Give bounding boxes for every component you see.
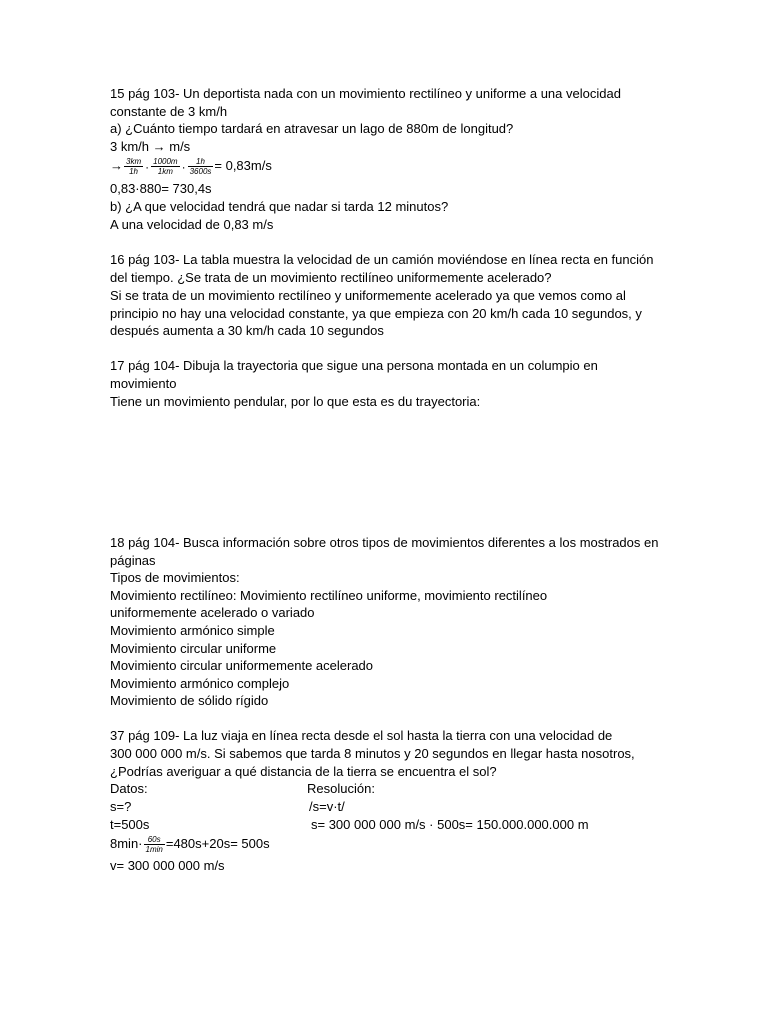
fraction-numerator: 3km (126, 157, 142, 167)
q37-resolucion-label: Resolución: (307, 781, 375, 796)
fraction-denominator: 1km (157, 167, 173, 177)
list-item: Movimiento de sólido rígido (110, 693, 269, 708)
q15-fraction-calc: → $\frac{3km}{1h}$ · $\frac{1000m}{1km}$ · $\frac{1h}{3600s}$ = 0,83m/s (110, 157, 272, 177)
q37-line1: 37 pág 109- La luz viaja en línea recta desde el sol hasta la tierra con una velocidad de (110, 728, 613, 743)
q15-title-line1: 15 pág 103- Un deportista nada con un movimiento rectilíneo y uniforme a una velocidad (110, 86, 621, 101)
q18-line1: 18 pág 104- Busca información sobre otros tipos de movimientos diferentes a los mostrados en (110, 535, 659, 550)
minutes-suffix: =480s+20s= 500s (165, 836, 270, 851)
q37-s-unknown: s=? (110, 799, 132, 814)
list-item: Movimiento circular uniformemente acelerado (110, 658, 374, 673)
q16-line5: después aumenta a 30 km/h cada 10 segundos (110, 323, 384, 338)
q16-line2: del tiempo. ¿Se trata de un movimiento rectilíneo uniformemente acelerado? (110, 270, 552, 285)
q15-conversion: 3 km/h → m/s (110, 139, 191, 154)
fraction-numerator: 1h (188, 157, 214, 167)
q16-line4: principio no hay una velocidad constante, ya que empieza con 20 km/h cada 10 segundos, y (110, 306, 642, 321)
fraction-km-h (124, 157, 143, 176)
q37-v-value: v= 300 000 000 m/s (110, 858, 225, 873)
q37-line3: ¿Podrías averiguar a qué distancia de la tierra se encuentra el sol? (110, 764, 497, 779)
q18-line4: Movimiento rectilíneo: Movimiento rectilíneo uniforme, movimiento rectilíneo (110, 588, 548, 603)
q15-answer-b: A una velocidad de 0,83 m/s (110, 217, 274, 232)
q37-minutes-calc (110, 833, 270, 855)
fraction-denominator: 3600s (189, 167, 212, 177)
q17-line3: Tiene un movimiento pendular, por lo que esta es du trayectoria: (110, 394, 481, 409)
q18-line2: páginas (110, 553, 156, 568)
q37-result: s= 300 000 000 m/s · 500s= 150.000.000.000 m (311, 817, 589, 832)
list-item: Movimiento armónico simple (110, 623, 275, 638)
fraction-m-km (151, 157, 179, 176)
fraction-numerator: 60s (144, 835, 165, 845)
q37-formula: /s=v·t/ (309, 799, 345, 814)
q18-line3: Tipos de movimientos: (110, 570, 240, 585)
list-item: Movimiento armónico complejo (110, 676, 290, 691)
q17-line2: movimiento (110, 376, 177, 391)
minutes-prefix: 8min· (110, 836, 143, 851)
fraction-h-s (188, 157, 214, 176)
arrow-glyph: → (110, 158, 123, 173)
fraction-denominator: 1min (145, 845, 163, 855)
q18-line5: uniformemente acelerado o variado (110, 605, 315, 620)
q15-question-b: b) ¿A que velocidad tendrá que nadar si tarda 12 minutos? (110, 199, 449, 214)
q16-line3: Si se trata de un movimiento rectilíneo y uniformemente acelerado ya que vemos como al (110, 288, 626, 303)
q37-t-value: t=500s (110, 817, 150, 832)
fraction-result: = 0,83m/s (214, 158, 272, 173)
q15-question-a: a) ¿Cuánto tiempo tardará en atravesar un lago de 880m de longitud? (110, 121, 514, 136)
q15-title-line2: constante de 3 km/h (110, 104, 228, 119)
list-item: Movimiento circular uniforme (110, 641, 277, 656)
q15-calc: 0,83·880= 730,4s (110, 181, 212, 196)
q37-line2: 300 000 000 m/s. Si sabemos que tarda 8 minutos y 20 segundos en llegar hasta nosotros, (110, 746, 635, 761)
q17-line1: 17 pág 104- Dibuja la trayectoria que sigue una persona montada en un columpio en (110, 358, 598, 373)
fraction-denominator: 1h (129, 167, 139, 177)
fraction-s-min (144, 835, 165, 854)
q16-line1: 16 pág 103- La tabla muestra la velocidad de un camión moviéndose en línea recta en función (110, 252, 654, 267)
q37-datos-label: Datos: (110, 781, 148, 796)
fraction-numerator: 1000m (153, 157, 178, 167)
